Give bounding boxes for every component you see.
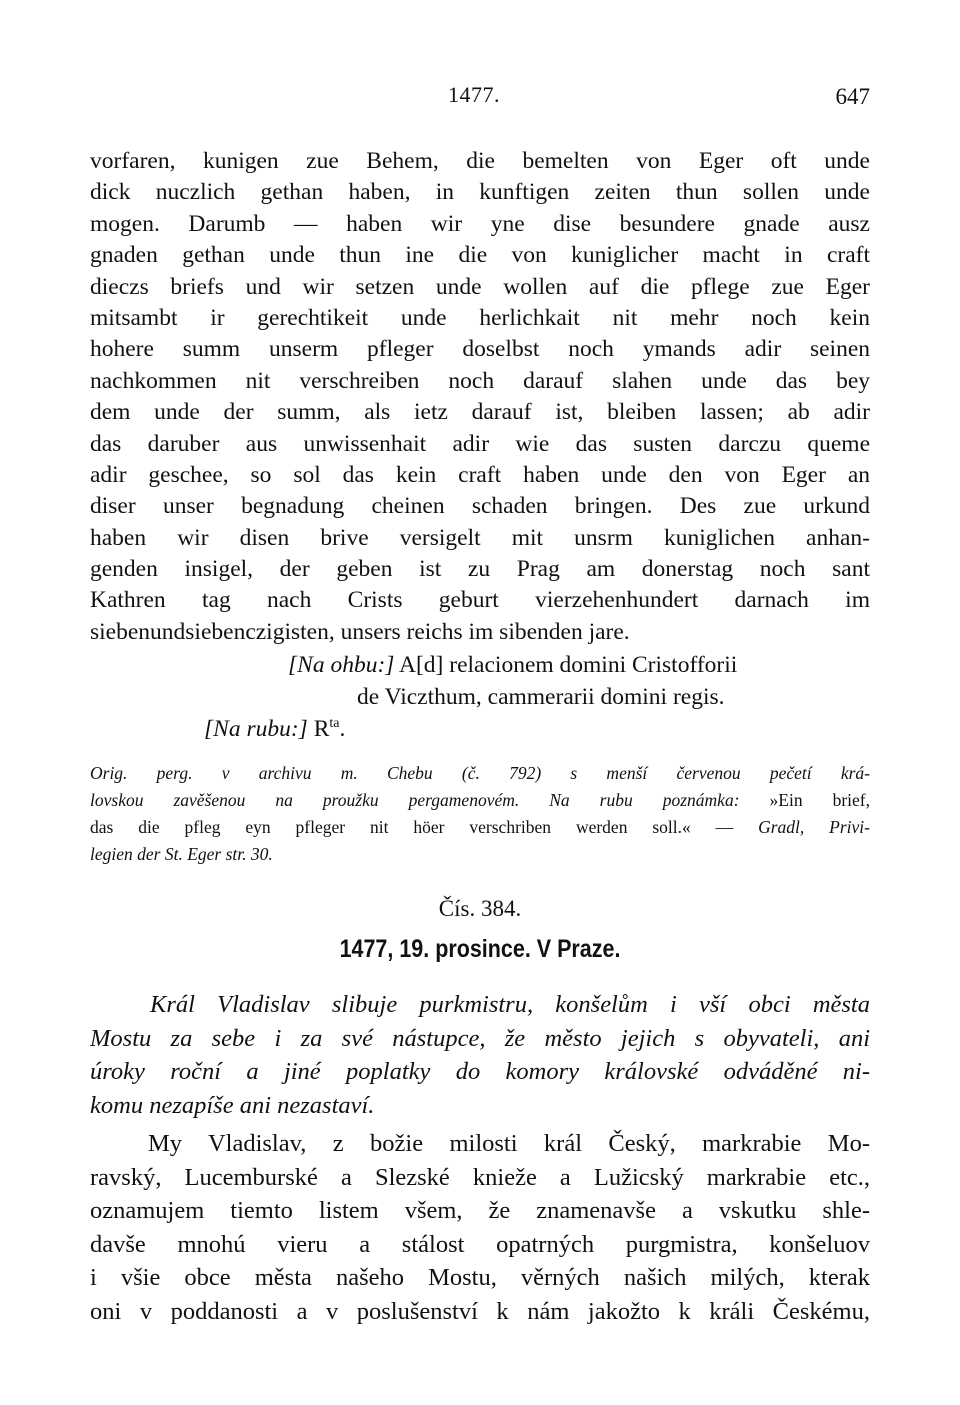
text-line: das daruber aus unwissenhait adir wie das susten darczu queme (90, 430, 870, 457)
running-year: 1477. (448, 82, 500, 107)
text-line: oni v poddanosti a v poslušenství k nám jakožto k králi Českému, (90, 1297, 870, 1325)
main-text (90, 1127, 870, 1328)
text-line: My Vladislav, z božie milosti král Český, markrabie Mo- (148, 1130, 870, 1157)
endorsement-text: R (313, 716, 330, 742)
endorsement-rubu (204, 716, 345, 743)
text-line: oznamujem tiemto listem všem, že znamenavše a vskutku shle- (90, 1197, 870, 1224)
text-line: genden insigel, der geben ist zu Prag am donerstag noch sant (90, 556, 870, 583)
endorsement-label: [Na rubu:] (204, 716, 308, 742)
endorsement-period: . (339, 716, 346, 742)
note-segment: lovskou zavěšenou na proužku pergamenovém. Na rubu poznámka: (90, 790, 770, 810)
note-line: Orig. perg. v archivu m. Chebu (č. 792) s menší červenou pečetí krá- (90, 763, 870, 783)
text-line: hohere summ unserm pfleger doselbst noch ymands adir seinen (90, 336, 870, 363)
text-line: dem unde der summ, als ietz darauf ist, bleiben lassen; ab adir (90, 399, 870, 426)
regest-line: úroky roční a jiné poplatky do komory královské odváděné ni- (90, 1058, 870, 1085)
regest-line: komu nezapíše ani nezastaví. (90, 1091, 375, 1119)
regest (90, 988, 870, 1122)
endorsement-superscript: ta (329, 716, 340, 732)
note-segment: Gradl, Privi- (758, 817, 870, 837)
note-line (90, 814, 870, 841)
text-line: mogen. Darumb — haben wir yne dise besundere gnade ausz (90, 210, 870, 237)
text-line: diser unser begnadung cheinen schaden bringen. Des zue urkund (90, 493, 870, 520)
text-line: Kathren tag nach Crists geburt vierzehenhundert darnach im (90, 587, 870, 614)
text-line: i všie obce města našeho Mostu, věrných našich milých, kterak (90, 1264, 870, 1291)
note-line (90, 787, 870, 814)
page-number: 647 (835, 84, 870, 109)
document-date-heading: 1477, 19. prosince. V Praze. (339, 935, 621, 963)
document-number: Čís. 384. (438, 896, 522, 921)
text-line: davše mnohú vieru a stálost opatrných purgmistra, konšeluov (90, 1230, 870, 1258)
text-line: adir geschee, so sol das kein craft haben unde den von Eger an (90, 461, 870, 488)
endorsement-label: [Na ohbu:] (288, 652, 395, 678)
endorsement-ohbu-continued (357, 684, 725, 711)
regest-line: Mostu za sebe i za své nástupce, že město jejich s obyvateli, ani (90, 1024, 870, 1052)
text-line: nachkommen nit verschreiben noch darauf slahen unde das bey (90, 367, 870, 394)
text-line: ravský, Lucemburské a Slezské knieže a Lužicský markrabie etc., (90, 1163, 870, 1191)
note-segment: »Ein brief, (769, 790, 870, 810)
endorsement-text: A[d] relacionem domini Cristofforii (399, 652, 738, 678)
page-header (90, 76, 870, 112)
continued-text (90, 146, 870, 648)
regest-line: Král Vladislav slibuje purkmistru, konšelům i vší obci města (150, 991, 870, 1018)
endorsement-ohbu (288, 652, 737, 679)
text-line: siebenundsiebenczigisten, unsers reichs im sibenden jare. (90, 618, 630, 645)
text-line: haben wir disen brive versigelt mit unsrm kuniglichen anhan- (90, 524, 870, 551)
text-line: gnaden gethan unde thun ine die von kuniglicher macht in craft (90, 242, 870, 269)
text-line: dieczs briefs und wir setzen unde wollen auf die pflege zue Eger (90, 273, 870, 300)
text-line: mitsambt ir gerechtikeit unde herlichkait nit mehr noch kein (90, 304, 870, 331)
endorsement-text: de Viczthum, cammerarii domini regis. (357, 684, 725, 710)
text-line: vorfaren, kunigen zue Behem, die bemelten von Eger oft unde (90, 148, 870, 174)
source-note (90, 760, 870, 868)
note-segment: das die pfleg eyn pfleger nit höer verschriben werden soll.« — (90, 817, 759, 837)
note-line: legien der St. Eger str. 30. (90, 844, 273, 864)
text-line: dick nuczlich gethan haben, in kunftigen zeiten thun sollen unde (90, 179, 870, 206)
